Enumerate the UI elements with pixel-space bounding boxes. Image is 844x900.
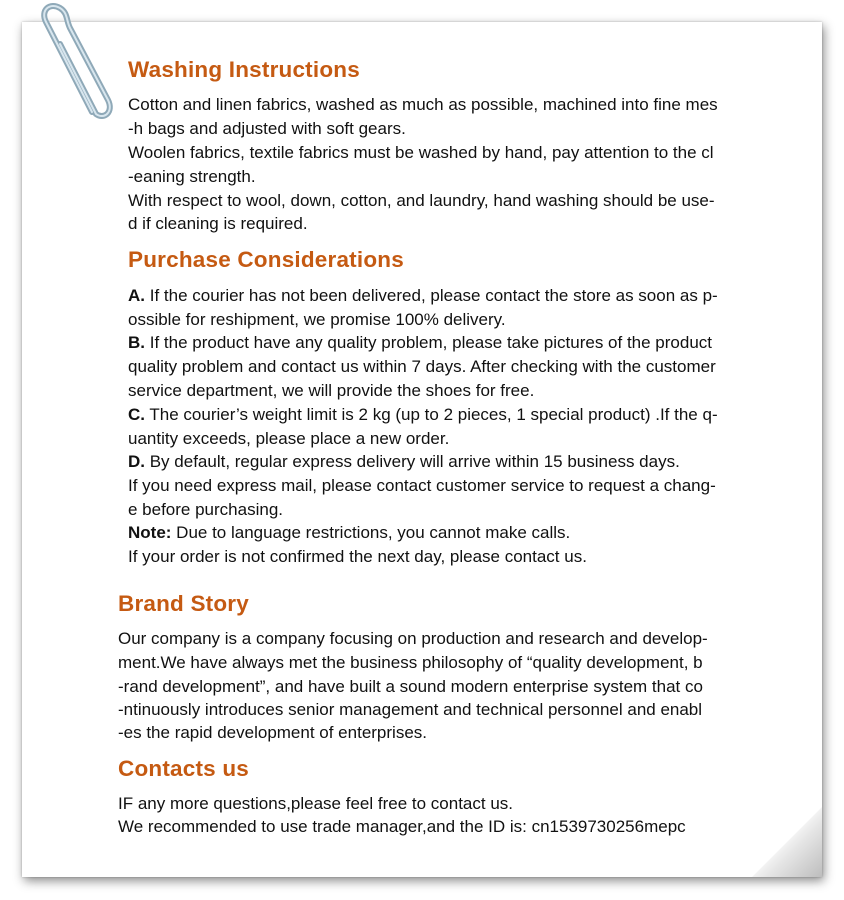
brand-title: Brand Story — [118, 591, 249, 616]
contacts-line: We recommended to use trade manager,and the ID is: cn1539730256mepc — [118, 817, 686, 836]
purchase-title: Purchase Considerations — [128, 247, 404, 272]
purchase-item-c — [128, 405, 718, 425]
brand-line: -ntinuously introduces senior management and technical personnel and enabl — [118, 700, 703, 719]
contacts-line: IF any more questions,please feel free to contact us. — [118, 794, 513, 813]
washing-line: Woolen fabrics, textile fabrics must be washed by hand, pay attention to the cl — [128, 143, 714, 162]
brand-line: -rand development”, and have built a sound modern enterprise system that co — [118, 677, 703, 696]
purchase-line: If you need express mail, please contact customer service to request a chang- — [128, 476, 716, 495]
purchase-line: uantity exceeds, please place a new order. — [128, 429, 450, 448]
contacts-title: Contacts us — [118, 756, 249, 781]
washing-line: Cotton and linen fabrics, washed as much as possible, machined into fine mes — [128, 95, 718, 114]
purchase-line: service department, we will provide the shoes for free. — [128, 381, 535, 400]
item-text: By default, regular express delivery will arrive within 15 business days. — [145, 452, 680, 471]
purchase-note — [128, 523, 570, 543]
washing-title: Washing Instructions — [128, 57, 360, 82]
item-text: The courier’s weight limit is 2 kg (up to 2 pieces, 1 special product) .If the q- — [145, 405, 718, 424]
purchase-item-b — [128, 333, 712, 353]
note-text: Due to language restrictions, you cannot make calls. — [171, 523, 571, 542]
item-label: A. — [128, 286, 145, 305]
purchase-line: quality problem and contact us within 7 days. After checking with the customer — [128, 357, 716, 376]
item-text: If the courier has not been delivered, please contact the store as soon as p- — [145, 286, 718, 305]
item-label: D. — [128, 452, 145, 471]
washing-line: d if cleaning is required. — [128, 214, 308, 233]
item-label: C. — [128, 405, 145, 424]
purchase-item-d — [128, 452, 680, 472]
paperclip-icon — [30, 0, 130, 120]
item-label: B. — [128, 333, 145, 352]
item-text: If the product have any quality problem, please take pictures of the product — [145, 333, 713, 352]
purchase-item-a — [128, 286, 718, 306]
purchase-line: If your order is not confirmed the next day, please contact us. — [128, 547, 587, 566]
washing-line: -h bags and adjusted with soft gears. — [128, 119, 406, 138]
purchase-line: e before purchasing. — [128, 500, 283, 519]
note-label: Note: — [128, 523, 172, 542]
brand-line: ment.We have always met the business philosophy of “quality development, b — [118, 653, 703, 672]
brand-line: Our company is a company focusing on production and research and develop- — [118, 629, 708, 648]
brand-line: -es the rapid development of enterprises. — [118, 723, 428, 742]
purchase-line: ossible for reshipment, we promise 100% delivery. — [128, 310, 506, 329]
washing-line: With respect to wool, down, cotton, and laundry, hand washing should be use- — [128, 191, 715, 210]
washing-line: -eaning strength. — [128, 167, 256, 186]
